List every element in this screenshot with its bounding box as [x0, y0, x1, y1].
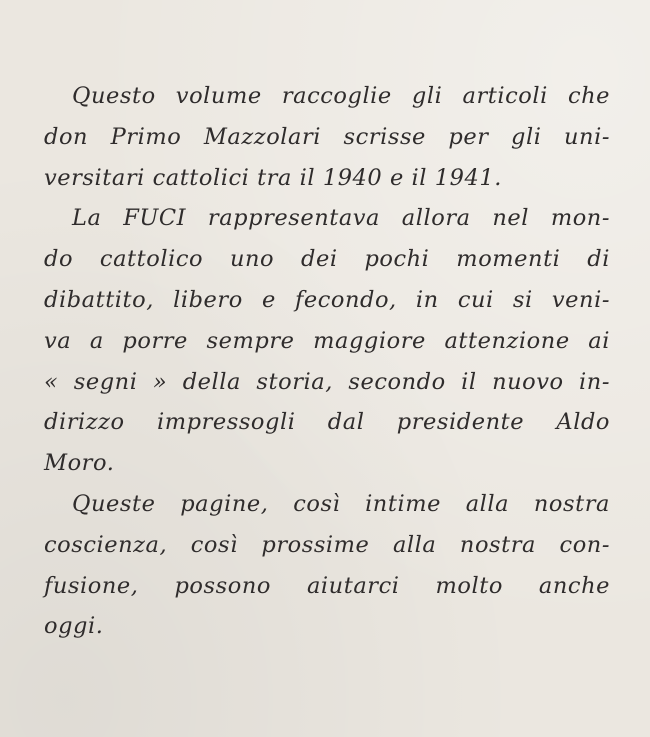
text-line: La FUCI rappresentava allora nel mon- — [72, 205, 610, 232]
text-line: fusione, possono aiutarci molto anche — [44, 572, 610, 599]
text-line: dibattito, libero e fecondo, in cui si veni- — [44, 286, 610, 313]
text-line: don Primo Mazzolari scrisse per gli uni- — [44, 123, 610, 150]
text-line: oggi. — [44, 613, 104, 640]
text-line: dirizzo impressogli dal presidente Aldo — [44, 409, 610, 436]
text-line: Queste pagine, così intime alla nostra — [72, 490, 610, 517]
paragraph-2 — [44, 198, 610, 484]
blurb-text — [44, 76, 610, 647]
text-line: coscienza, così prossime alla nostra con- — [44, 531, 610, 558]
text-line: do cattolico uno dei pochi momenti di — [44, 246, 610, 273]
text-line: « segni » della storia, secondo il nuovo in- — [44, 368, 610, 395]
paragraph-1 — [44, 76, 610, 198]
text-line: versitari cattolici tra il 1940 e il 1941. — [44, 164, 502, 191]
text-line: Moro. — [44, 450, 115, 477]
text-line: Questo volume raccoglie gli articoli che — [72, 83, 610, 109]
text-line: va a porre sempre maggiore attenzione ai — [44, 327, 610, 354]
paragraph-3 — [44, 484, 610, 647]
